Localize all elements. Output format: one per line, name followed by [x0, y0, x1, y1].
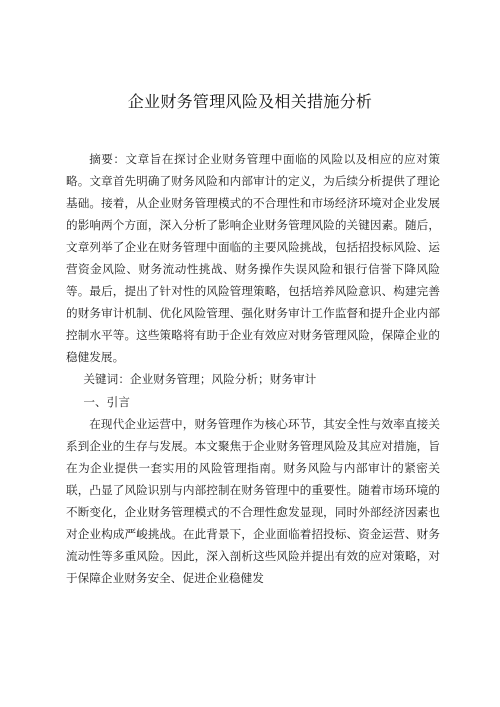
document-title: 企业财务管理风险及相关措施分析 [127, 92, 373, 111]
section-heading-introduction: 一、引言 [83, 394, 130, 409]
keywords-line: 关键词：企业财务管理；风险分析；财务审计 [83, 372, 317, 387]
introduction-paragraph: 在现代企业运营中，财务管理作为核心环节，其安全性与效率直接关系到企业的生存与发展。本文聚焦于企业财务管理风险及其应对措施，旨在为企业提供一套实用的风险管理指南。财务风险与内部审计的紧密关联，凸显了风险识别与内部控制在财务管理中的重要性。随着市场环境的不断变化，企业财务管理模式的不合理性愈发显现，同时外部经济因素也对企业构成严峻挑战。在此背景下，企业面临着招投标、资金运营、财务流动性等多重风险。因此，深入剖析这些风险并提出有效的应对策略，对于保障企业财务安全、促进企业稳健发 [66, 416, 440, 585]
abstract-paragraph: 摘要：文章旨在探讨企业财务管理中面临的风险以及相应的应对策略。文章首先明确了财务风险和内部审计的定义，为后续分析提供了理论基础。接着，从企业财务管理模式的不合理性和市场经济环境对企业发展的影响两个方面，深入分析了影响企业财务管理风险的关键因素。随后，文章列举了企业在财务管理中面临的主要风险挑战，包括招投标风险、运营资金风险、财务流动性挑战、财务操作失误风险和银行信誉下降风险等。最后，提出了针对性的风险管理策略，包括培养风险意识、构建完善的财务审计机制、优化风险管理、强化财务审计工作监督和提升企业内部控制水平等。这些策略将有助于企业有效应对财务管理风险，保障企业的稳健发展。 [66, 152, 440, 365]
document-body [66, 148, 440, 589]
